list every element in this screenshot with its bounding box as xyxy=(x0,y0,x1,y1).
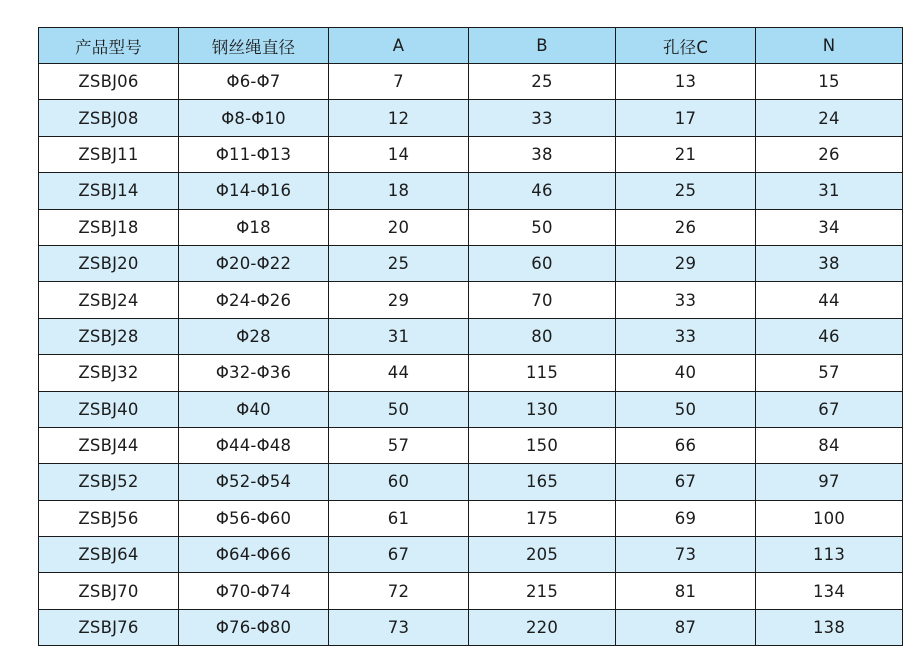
cell-n: 15 xyxy=(756,64,903,100)
cell-a: 14 xyxy=(329,136,469,172)
table-row xyxy=(39,537,903,573)
cell-model: ZSBJ24 xyxy=(39,282,179,318)
cell-hole-c: 69 xyxy=(616,500,756,536)
cell-model: ZSBJ20 xyxy=(39,245,179,281)
cell-b: 50 xyxy=(469,209,616,245)
cell-hole-c: 13 xyxy=(616,64,756,100)
table-row xyxy=(39,136,903,172)
cell-rope-diameter: Φ20-Φ22 xyxy=(179,245,329,281)
cell-hole-c: 81 xyxy=(616,573,756,609)
cell-model: ZSBJ70 xyxy=(39,573,179,609)
cell-n: 134 xyxy=(756,573,903,609)
cell-model: ZSBJ18 xyxy=(39,209,179,245)
cell-b: 25 xyxy=(469,64,616,100)
cell-n: 57 xyxy=(756,355,903,391)
cell-model: ZSBJ08 xyxy=(39,100,179,136)
table-row xyxy=(39,209,903,245)
cell-model: ZSBJ76 xyxy=(39,609,179,645)
cell-a: 60 xyxy=(329,464,469,500)
table-row xyxy=(39,500,903,536)
cell-a: 7 xyxy=(329,64,469,100)
header-n: N xyxy=(756,28,903,64)
cell-hole-c: 87 xyxy=(616,609,756,645)
cell-model: ZSBJ32 xyxy=(39,355,179,391)
table-row xyxy=(39,173,903,209)
cell-b: 215 xyxy=(469,573,616,609)
cell-rope-diameter: Φ11-Φ13 xyxy=(179,136,329,172)
cell-n: 113 xyxy=(756,537,903,573)
cell-b: 165 xyxy=(469,464,616,500)
cell-rope-diameter: Φ52-Φ54 xyxy=(179,464,329,500)
cell-b: 130 xyxy=(469,391,616,427)
cell-b: 60 xyxy=(469,245,616,281)
cell-n: 24 xyxy=(756,100,903,136)
cell-b: 80 xyxy=(469,318,616,354)
header-rope-diameter: 钢丝绳直径 xyxy=(179,28,329,64)
cell-model: ZSBJ14 xyxy=(39,173,179,209)
cell-b: 220 xyxy=(469,609,616,645)
table-row xyxy=(39,318,903,354)
cell-n: 100 xyxy=(756,500,903,536)
cell-rope-diameter: Φ28 xyxy=(179,318,329,354)
cell-a: 25 xyxy=(329,245,469,281)
cell-rope-diameter: Φ56-Φ60 xyxy=(179,500,329,536)
cell-a: 12 xyxy=(329,100,469,136)
cell-model: ZSBJ44 xyxy=(39,427,179,463)
cell-a: 73 xyxy=(329,609,469,645)
cell-hole-c: 50 xyxy=(616,391,756,427)
cell-model: ZSBJ64 xyxy=(39,537,179,573)
header-hole-c: 孔径C xyxy=(616,28,756,64)
header-a: A xyxy=(329,28,469,64)
cell-a: 50 xyxy=(329,391,469,427)
cell-a: 72 xyxy=(329,573,469,609)
cell-hole-c: 40 xyxy=(616,355,756,391)
cell-model: ZSBJ28 xyxy=(39,318,179,354)
table-row xyxy=(39,573,903,609)
cell-hole-c: 17 xyxy=(616,100,756,136)
table-header xyxy=(39,28,903,64)
cell-model: ZSBJ56 xyxy=(39,500,179,536)
table-row xyxy=(39,245,903,281)
cell-n: 67 xyxy=(756,391,903,427)
cell-a: 20 xyxy=(329,209,469,245)
table-row xyxy=(39,282,903,318)
cell-a: 44 xyxy=(329,355,469,391)
cell-model: ZSBJ11 xyxy=(39,136,179,172)
cell-n: 31 xyxy=(756,173,903,209)
cell-n: 138 xyxy=(756,609,903,645)
table-row xyxy=(39,391,903,427)
cell-n: 97 xyxy=(756,464,903,500)
table-row xyxy=(39,355,903,391)
cell-a: 31 xyxy=(329,318,469,354)
cell-rope-diameter: Φ18 xyxy=(179,209,329,245)
table-row xyxy=(39,609,903,645)
cell-n: 26 xyxy=(756,136,903,172)
table-row xyxy=(39,64,903,100)
cell-b: 205 xyxy=(469,537,616,573)
cell-b: 46 xyxy=(469,173,616,209)
cell-hole-c: 73 xyxy=(616,537,756,573)
cell-a: 67 xyxy=(329,537,469,573)
cell-a: 57 xyxy=(329,427,469,463)
cell-rope-diameter: Φ8-Φ10 xyxy=(179,100,329,136)
spec-table xyxy=(38,27,903,646)
cell-hole-c: 67 xyxy=(616,464,756,500)
cell-hole-c: 33 xyxy=(616,318,756,354)
cell-a: 18 xyxy=(329,173,469,209)
table-row xyxy=(39,427,903,463)
cell-hole-c: 25 xyxy=(616,173,756,209)
cell-rope-diameter: Φ44-Φ48 xyxy=(179,427,329,463)
cell-rope-diameter: Φ40 xyxy=(179,391,329,427)
cell-b: 38 xyxy=(469,136,616,172)
cell-hole-c: 66 xyxy=(616,427,756,463)
cell-b: 70 xyxy=(469,282,616,318)
cell-rope-diameter: Φ64-Φ66 xyxy=(179,537,329,573)
cell-model: ZSBJ06 xyxy=(39,64,179,100)
cell-n: 46 xyxy=(756,318,903,354)
cell-rope-diameter: Φ32-Φ36 xyxy=(179,355,329,391)
cell-rope-diameter: Φ70-Φ74 xyxy=(179,573,329,609)
cell-hole-c: 29 xyxy=(616,245,756,281)
cell-rope-diameter: Φ14-Φ16 xyxy=(179,173,329,209)
cell-rope-diameter: Φ6-Φ7 xyxy=(179,64,329,100)
cell-a: 61 xyxy=(329,500,469,536)
cell-hole-c: 26 xyxy=(616,209,756,245)
cell-rope-diameter: Φ76-Φ80 xyxy=(179,609,329,645)
cell-model: ZSBJ52 xyxy=(39,464,179,500)
header-model: 产品型号 xyxy=(39,28,179,64)
cell-a: 29 xyxy=(329,282,469,318)
table-body xyxy=(39,64,903,646)
cell-b: 33 xyxy=(469,100,616,136)
cell-b: 175 xyxy=(469,500,616,536)
cell-rope-diameter: Φ24-Φ26 xyxy=(179,282,329,318)
cell-b: 115 xyxy=(469,355,616,391)
cell-n: 34 xyxy=(756,209,903,245)
cell-n: 38 xyxy=(756,245,903,281)
header-b: B xyxy=(469,28,616,64)
cell-model: ZSBJ40 xyxy=(39,391,179,427)
cell-hole-c: 21 xyxy=(616,136,756,172)
table-row xyxy=(39,100,903,136)
header-row xyxy=(39,28,903,64)
cell-b: 150 xyxy=(469,427,616,463)
table-row xyxy=(39,464,903,500)
cell-n: 44 xyxy=(756,282,903,318)
cell-hole-c: 33 xyxy=(616,282,756,318)
cell-n: 84 xyxy=(756,427,903,463)
